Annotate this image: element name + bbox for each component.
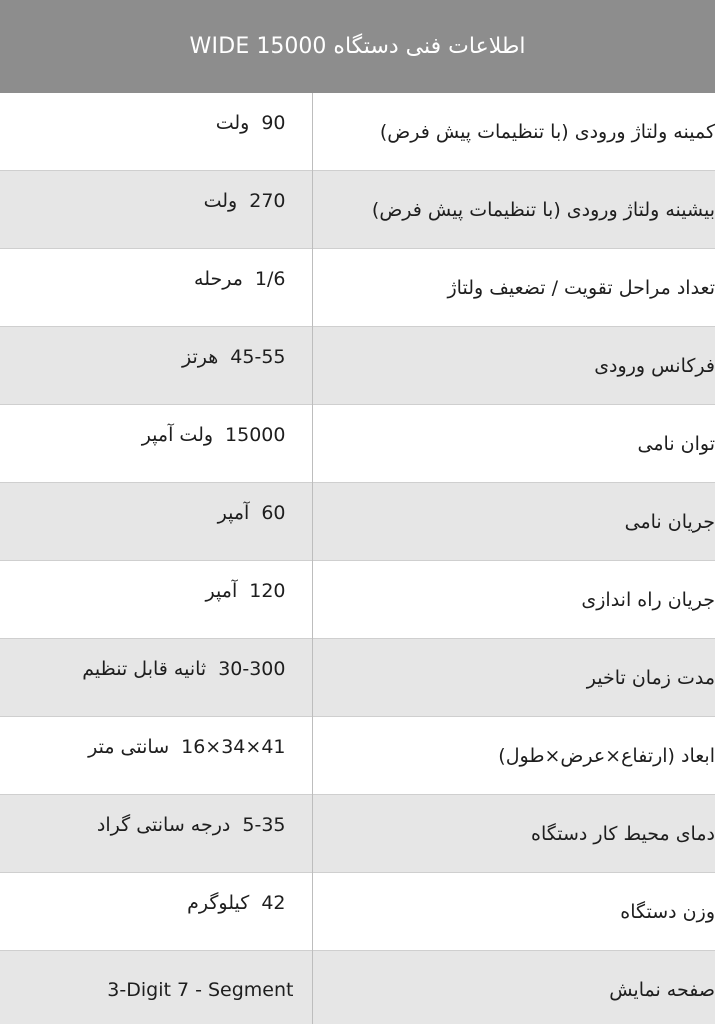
value-unit: هرتز [182,345,219,368]
value-number: 16×34×41 [181,735,286,758]
value-cell [0,951,312,1024]
spec-label: تعداد مراحل تقویت / تضعیف ولتاژ [447,276,715,299]
spec-label: دمای محیط کار دستگاه [531,822,715,845]
value-cell [0,327,312,405]
spec-label: صفحه نمایش [609,978,715,1001]
value-cell [0,561,312,639]
table-row [0,405,715,483]
table-row [0,639,715,717]
value-unit: مرحله [194,267,243,290]
value-cell [0,249,312,327]
table-row [0,171,715,249]
spec-label: وزن دستگاه [620,900,715,923]
value-number: 5-35 [242,813,286,836]
value-unit: ولت [215,111,250,134]
value-number: 120 [249,579,286,602]
value-text: 3-Digit 7 - Segment [107,978,294,1001]
value-cell [0,405,312,483]
value-number: 42 [261,891,286,914]
value-unit: آمپر [205,579,238,602]
value-cell [0,795,312,873]
value-unit: آمپر [217,501,250,524]
spec-table [0,93,715,1024]
spec-label: جریان نامی [624,510,715,533]
table-row [0,795,715,873]
table-row [0,483,715,561]
table-row [0,327,715,405]
table-row [0,717,715,795]
table-row [0,561,715,639]
value-cell [0,93,312,171]
spec-label: جریان راه اندازی [581,588,715,611]
table-row [0,873,715,951]
value-cell [0,639,312,717]
value-unit: ثانیه قابل تنظیم [82,657,207,680]
spec-label: بیشینه ولتاژ ورودی (با تنظیمات پیش فرض) [371,198,715,221]
value-number: 15000 [225,423,286,446]
value-unit: کیلوگرم [187,891,250,914]
spec-label: ابعاد (ارتفاع×عرض×طول) [498,744,715,767]
value-number: 1/6 [254,267,286,290]
value-unit: درجه سانتی گراد [96,813,231,836]
spec-label: توان نامی [637,432,715,455]
table-row [0,93,715,171]
spec-label: فرکانس ورودی [594,354,715,377]
value-number: 45-55 [230,345,286,368]
value-number: 30-300 [218,657,286,680]
spec-label: کمینه ولتاژ ورودی (با تنظیمات پیش فرض) [379,120,715,143]
page-title: اطلاعات فنی دستگاه 15000 WIDE [0,0,715,93]
value-unit: سانتی متر [88,735,170,758]
value-unit: ولت [203,189,238,212]
value-cell [0,483,312,561]
table-row [0,249,715,327]
value-cell [0,717,312,795]
value-unit: ولت آمپر [141,423,214,446]
table-row [0,951,715,1024]
spec-label: مدت زمان تاخیر [586,666,715,689]
value-number: 90 [261,111,286,134]
value-number: 270 [249,189,286,212]
value-cell [0,873,312,951]
value-cell [0,171,312,249]
value-number: 60 [261,501,286,524]
